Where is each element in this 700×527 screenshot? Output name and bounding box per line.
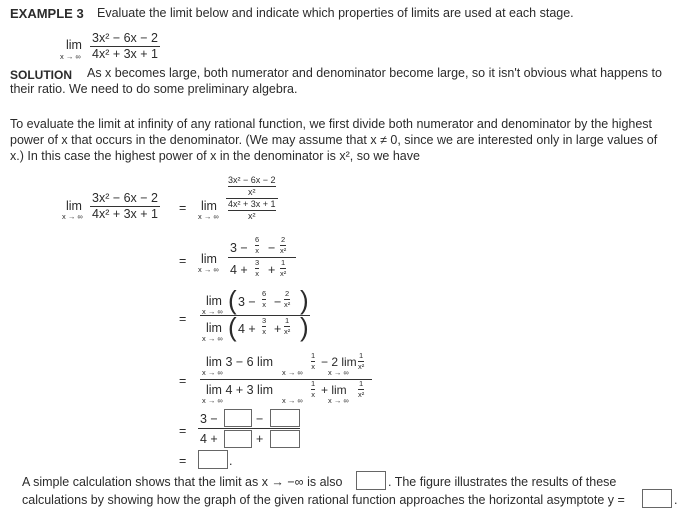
footer-line1-b: . The figure illustrates the results of these <box>388 475 617 489</box>
deriv-lim-left: lim <box>66 199 82 213</box>
step2-den-c-den: x² <box>280 268 287 278</box>
step2-num-b-den: x <box>255 245 259 255</box>
deriv-eq-5: = <box>179 424 187 438</box>
deriv-step1-fraction <box>226 176 278 221</box>
deriv-eq-2: = <box>179 254 187 268</box>
deriv-step2-lim: lim <box>201 252 217 266</box>
step3-den-c-den: x² <box>284 326 291 336</box>
step4-num-d-val: 1 <box>359 351 364 360</box>
step3-num-c-den: x² <box>284 299 291 309</box>
solution-label: SOLUTION <box>10 68 72 82</box>
limit-neg-inf-blank[interactable] <box>356 471 386 490</box>
footer-line2-a: calculations by showing how the graph of the given rational function approaches the horizontal asymptote y = <box>22 493 625 507</box>
step2-num-c: 2 <box>281 235 286 244</box>
step3-num-b: 6 <box>262 289 267 298</box>
step4-den-b: 1 <box>311 379 316 388</box>
step5-den-b: + <box>256 432 264 446</box>
problem-fraction <box>90 32 160 60</box>
step4-den-c: + lim <box>321 383 347 397</box>
deriv-step2-lim-sub: x → ∞ <box>198 265 219 274</box>
final-answer-blank[interactable] <box>198 450 228 469</box>
step5-num-b: − <box>256 412 264 426</box>
step3-num-lim: lim <box>206 294 222 308</box>
step4-den-sub2: x → ∞ <box>282 396 303 405</box>
step3-num-lim-sub: x → ∞ <box>202 307 223 316</box>
step4-num-b: 1 <box>311 351 316 360</box>
step2-den-c: 1 <box>281 258 286 267</box>
example-prompt: Evaluate the limit below and indicate which properties of limits are used at each stage. <box>97 6 574 20</box>
step3-den-lim: lim <box>206 321 222 335</box>
step4-num-b-den: x <box>311 361 315 371</box>
deriv-step1-lim: lim <box>201 199 217 213</box>
step3-num-a: 3 − <box>238 295 256 309</box>
step4-den-d <box>358 380 364 398</box>
step5-num-blank2[interactable] <box>270 409 300 427</box>
deriv-lim-left-sub: x → ∞ <box>62 212 83 221</box>
step3-den-a: 4 + <box>238 322 256 336</box>
step4-num-d-den: x² <box>358 361 365 371</box>
step4-den-d-val: 1 <box>359 379 364 388</box>
footer-line2-b: . <box>674 493 678 507</box>
step2-den-b-den: x <box>255 268 259 278</box>
step3-den-lim-sub: x → ∞ <box>202 334 223 343</box>
step3-num-c: 2 <box>285 289 290 298</box>
step3-num-b-den: x <box>262 299 266 309</box>
deriv-left-fraction <box>90 192 160 220</box>
step4-num-sub3: x → ∞ <box>328 368 349 377</box>
step4-den-a: lim 4 + 3 lim <box>206 383 274 397</box>
deriv-eq-1: = <box>179 201 187 215</box>
step5-num-a: 3 − <box>200 412 218 426</box>
step1-inner-num: 3x² − 6x − 2 <box>228 175 276 185</box>
step2-den-a: 4 + <box>230 263 248 277</box>
step3-den-c: 1 <box>285 316 290 325</box>
step4-num-d <box>358 352 364 370</box>
problem-numerator: 3x² − 6x − 2 <box>92 31 159 45</box>
deriv-eq-6: = <box>179 454 187 468</box>
para-line2: power of x that occurs in the denominator. (We may assume that x ≠ 0, since we are interested only in large values of <box>10 133 658 147</box>
deriv-eq-4: = <box>179 374 187 388</box>
footer-line1-a: A simple calculation shows that the limit as x → −∞ is also <box>22 475 343 489</box>
deriv-step1-lim-sub: x → ∞ <box>198 212 219 221</box>
problem-lim-sub: x → ∞ <box>60 52 81 61</box>
step4-num-c: − 2 lim <box>321 355 357 369</box>
step4-fraction <box>198 350 358 408</box>
step3-fraction: lim x → ∞ ( 3 − 6 x − 2 x² ) lim x → ∞ ( 4 + 3 x + 1 x² ) <box>202 285 309 343</box>
problem-lim: lim <box>66 38 82 52</box>
step2-num-a: 3 − <box>230 241 248 255</box>
step5-num-blank1[interactable] <box>224 409 252 427</box>
step4-num-sub2: x → ∞ <box>282 368 303 377</box>
para-line1: To evaluate the limit at infinity of any rational function, we first divide both numerator and denominator by the highest <box>10 117 653 131</box>
para-line3: x.) In this case the highest power of x in the denominator is x², so we have <box>10 149 420 163</box>
step2-num-b: 6 <box>255 235 260 244</box>
step4-num-a: lim 3 − 6 lim <box>206 355 274 369</box>
step2-num-c-den: x² <box>280 245 287 255</box>
deriv-left-num: 3x² − 6x − 2 <box>92 191 159 205</box>
step5-den-blank2[interactable] <box>270 430 300 448</box>
step4-den-b-den: x <box>311 389 315 399</box>
step1-inner-den: 4x² + 3x + 1 <box>228 199 276 209</box>
step5-den-a: 4 + <box>200 432 218 446</box>
step4-den-sub1: x → ∞ <box>202 396 223 405</box>
example-label: EXAMPLE 3 <box>10 6 84 21</box>
step4-den-d-den: x² <box>358 389 365 399</box>
step5-den-blank1[interactable] <box>224 430 252 448</box>
step5-fraction <box>198 408 302 448</box>
solution-line1: As x becomes large, both numerator and denominator become large, so it isn't obvious what happens to <box>87 66 662 80</box>
step2-den-b: 3 <box>255 258 260 267</box>
deriv-eq-3: = <box>179 312 187 326</box>
step3-den-b-den: x <box>262 326 266 336</box>
asymptote-blank[interactable] <box>642 489 672 508</box>
step3-den-b: 3 <box>262 316 267 325</box>
problem-denominator: 4x² + 3x + 1 <box>92 46 159 61</box>
step4-den-sub3: x → ∞ <box>328 396 349 405</box>
solution-line2: their ratio. We need to do some preliminary algebra. <box>10 82 298 96</box>
step4-num-sub1: x → ∞ <box>202 368 223 377</box>
step1-inner-num-den: x² <box>248 187 256 197</box>
step1-inner-den-den: x² <box>248 211 256 221</box>
step2-fraction: 3 − 6 x − 2 x² 4 + 3 x + 1 x² <box>228 236 298 280</box>
final-answer-period: . <box>229 454 233 468</box>
deriv-left-den: 4x² + 3x + 1 <box>92 206 159 221</box>
